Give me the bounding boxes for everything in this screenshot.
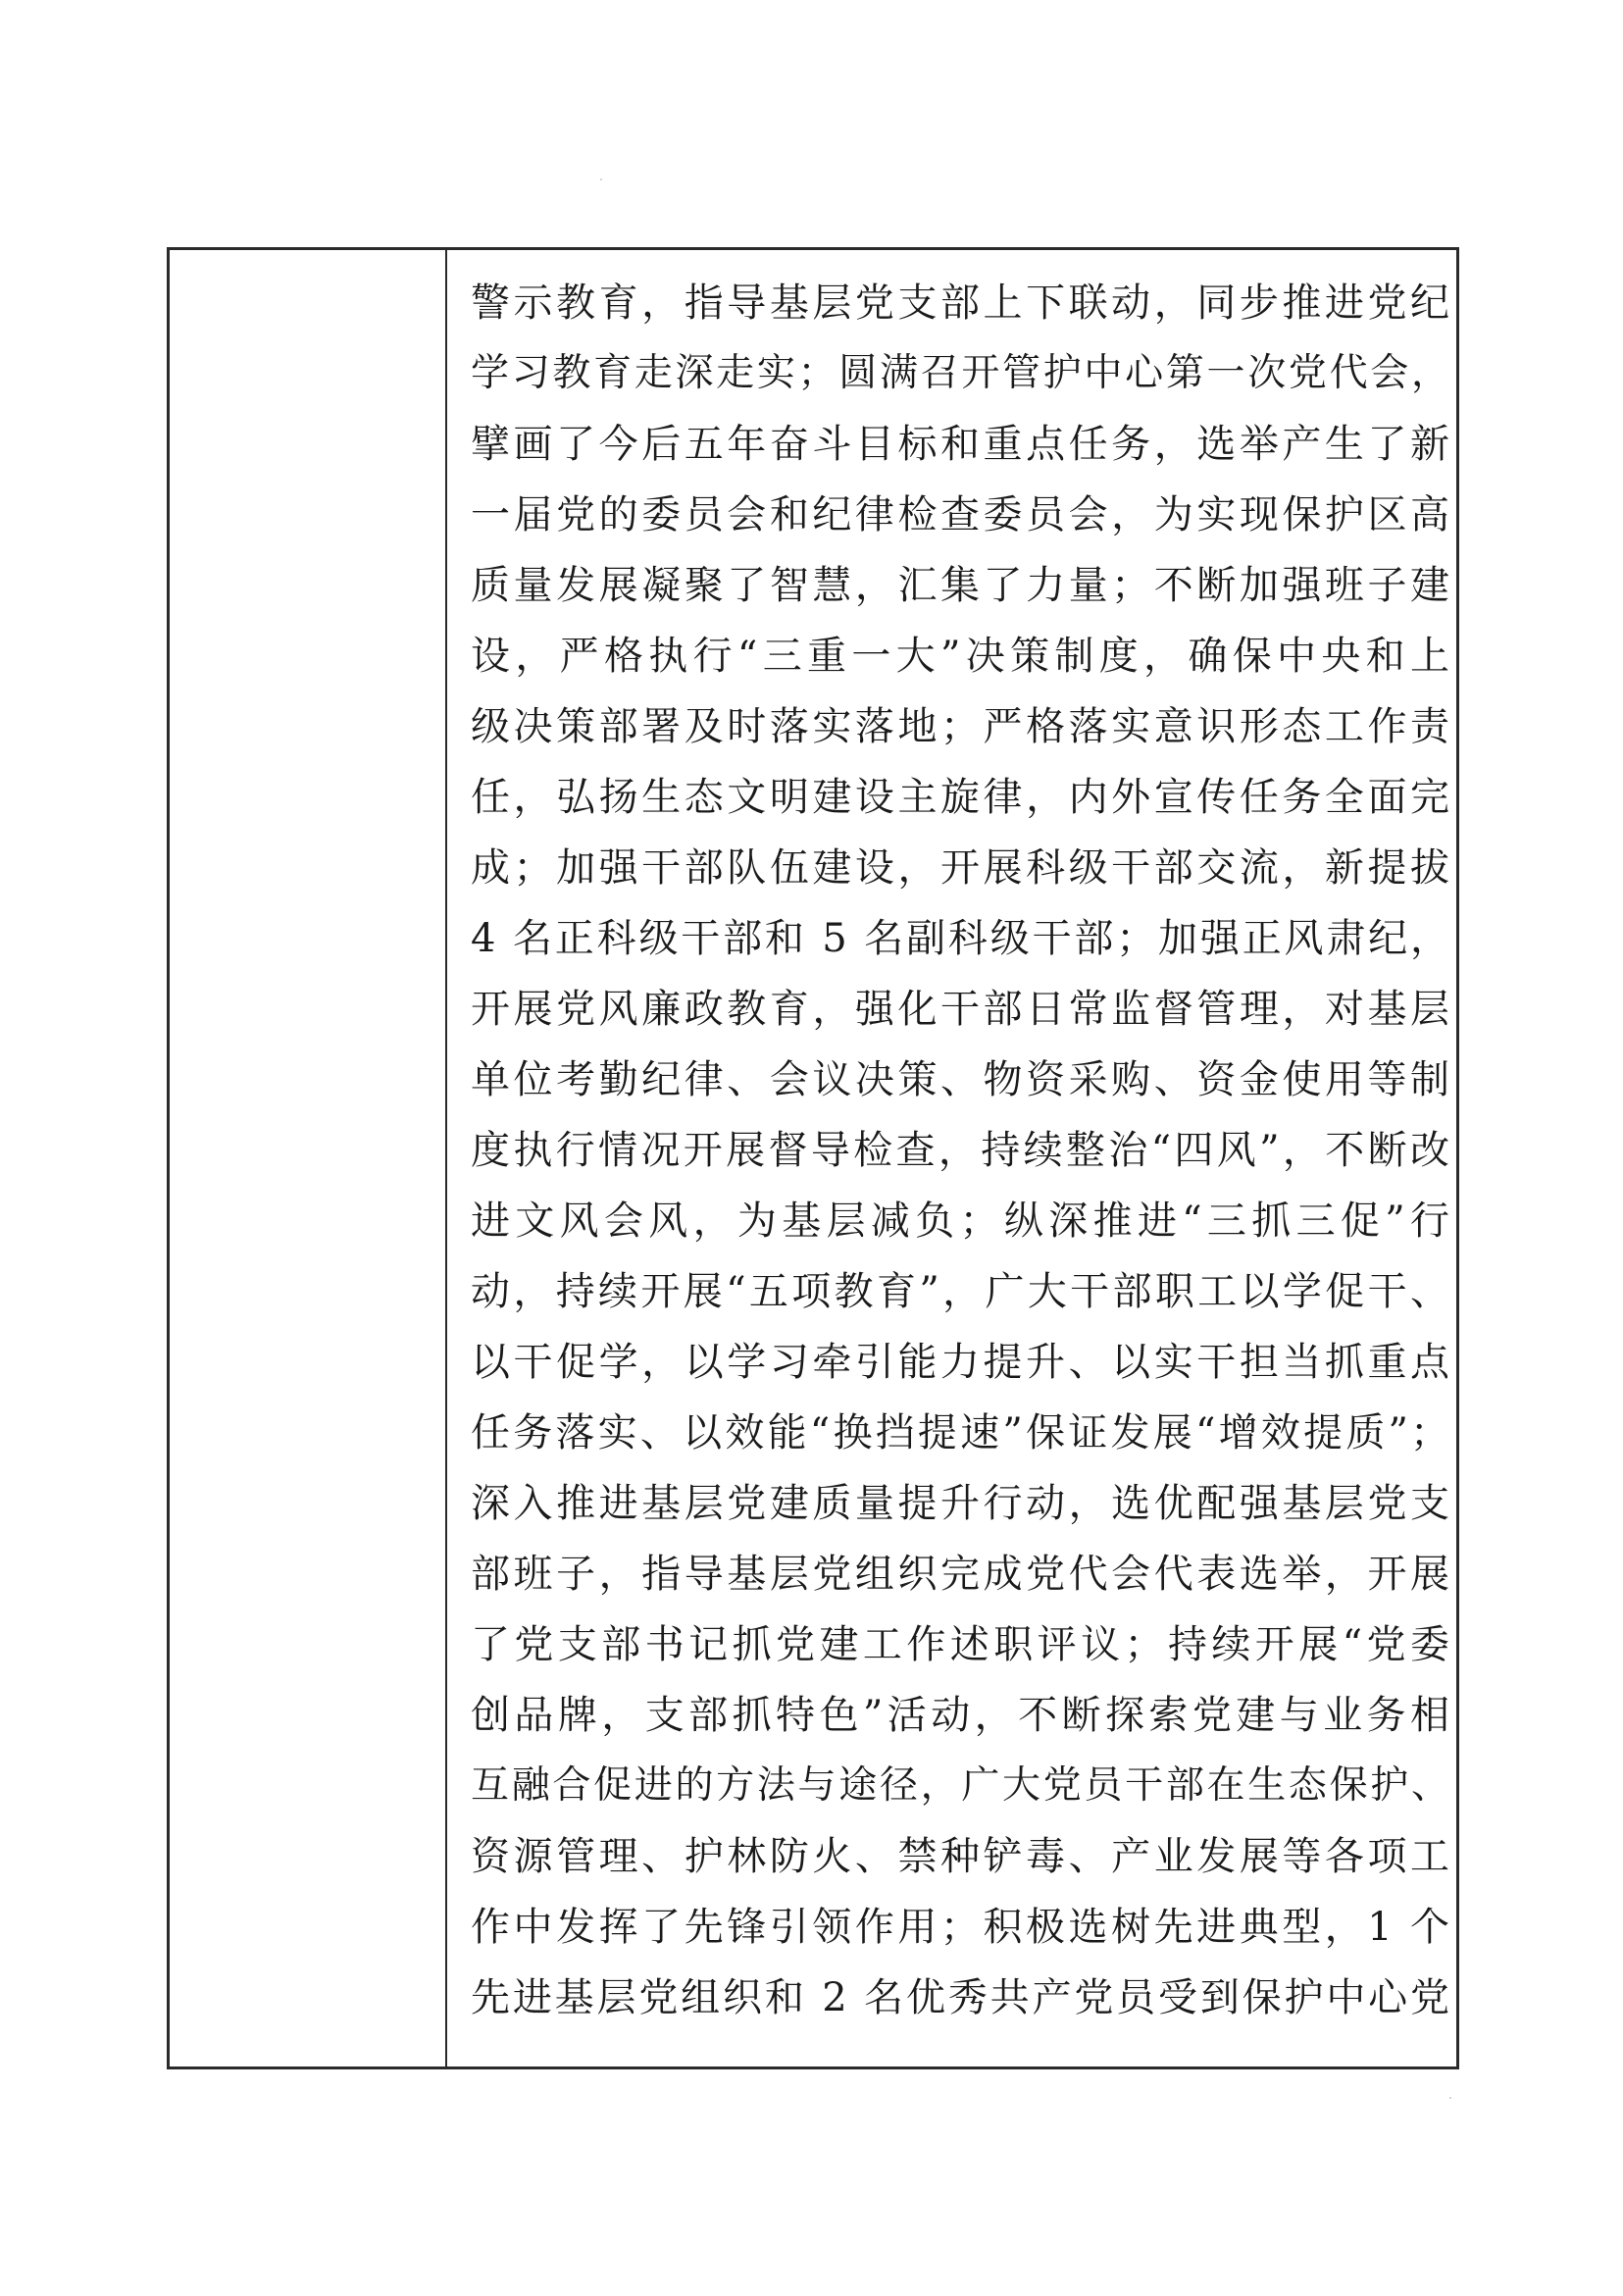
form-table <box>167 247 1459 2069</box>
body-text-line: 任务落实、以效能“换挡提速”保证发展“增效提质”； <box>471 1410 1451 1455</box>
body-text-line: 资源管理、护林防火、禁种铲毒、产业发展等各项工 <box>471 1834 1451 1879</box>
body-text-line: 成；加强干部队伍建设，开展科级干部交流，新提拔 <box>471 845 1451 891</box>
body-text-line: 开展党风廉政教育，强化干部日常监督管理，对基层 <box>471 987 1451 1032</box>
body-text-line: 级决策部署及时落实落地；严格落实意识形态工作责 <box>471 704 1451 749</box>
body-text-line: 设，严格执行“三重一大”决策制度，确保中央和上 <box>471 634 1451 679</box>
body-text-line: 创品牌，支部抓特色”活动，不断探索党建与业务相 <box>471 1693 1451 1738</box>
body-text-line: 单位考勤纪律、会议决策、物资采购、资金使用等制 <box>471 1057 1451 1102</box>
scan-speck <box>1449 2097 1451 2099</box>
body-text-line: 部班子，指导基层党组织完成党代会代表选举，开展 <box>471 1552 1451 1597</box>
content-column <box>447 250 1456 2066</box>
body-text-line: 度执行情况开展督导检查，持续整治“四风”，不断改 <box>471 1128 1451 1173</box>
body-text-line: 先进基层党组织和 2 名优秀共产党员受到保护中心党 <box>471 1975 1451 2020</box>
label-column-empty <box>170 250 447 2066</box>
body-text-line: 互融合促进的方法与途径，广大党员干部在生态保护、 <box>471 1763 1451 1808</box>
body-text-line: 以干促学，以学习牵引能力提升、以实干担当抓重点 <box>471 1340 1451 1385</box>
body-text-line: 学习教育走深走实；圆满召开管护中心第一次党代会， <box>471 351 1451 395</box>
body-text-line: 深入推进基层党建质量提升行动，选优配强基层党支 <box>471 1481 1451 1526</box>
body-text <box>471 268 1451 2033</box>
body-text-line: 进文风会风，为基层减负；纵深推进“三抓三促”行 <box>471 1199 1451 1244</box>
scan-speck <box>600 179 602 180</box>
body-text-line: 擘画了今后五年奋斗目标和重点任务，选举产生了新 <box>471 422 1451 467</box>
body-text-line: 作中发挥了先锋引领作用；积极选树先进典型，1 个 <box>471 1905 1451 1950</box>
body-text-line: 警示教育，指导基层党支部上下联动，同步推进党纪 <box>471 281 1451 326</box>
body-text-line: 质量发展凝聚了智慧，汇集了力量；不断加强班子建 <box>471 563 1451 608</box>
body-text-line: 了党支部书记抓党建工作述职评议；持续开展“党委 <box>471 1622 1451 1667</box>
body-text-line: 一届党的委员会和纪律检查委员会，为实现保护区高 <box>471 492 1451 537</box>
body-text-line: 任，弘扬生态文明建设主旋律，内外宣传任务全面完 <box>471 775 1451 820</box>
body-text-line: 动，持续开展“五项教育”，广大干部职工以学促干、 <box>471 1269 1451 1314</box>
body-text-line: 4 名正科级干部和 5 名副科级干部；加强正风肃纪， <box>471 916 1451 961</box>
